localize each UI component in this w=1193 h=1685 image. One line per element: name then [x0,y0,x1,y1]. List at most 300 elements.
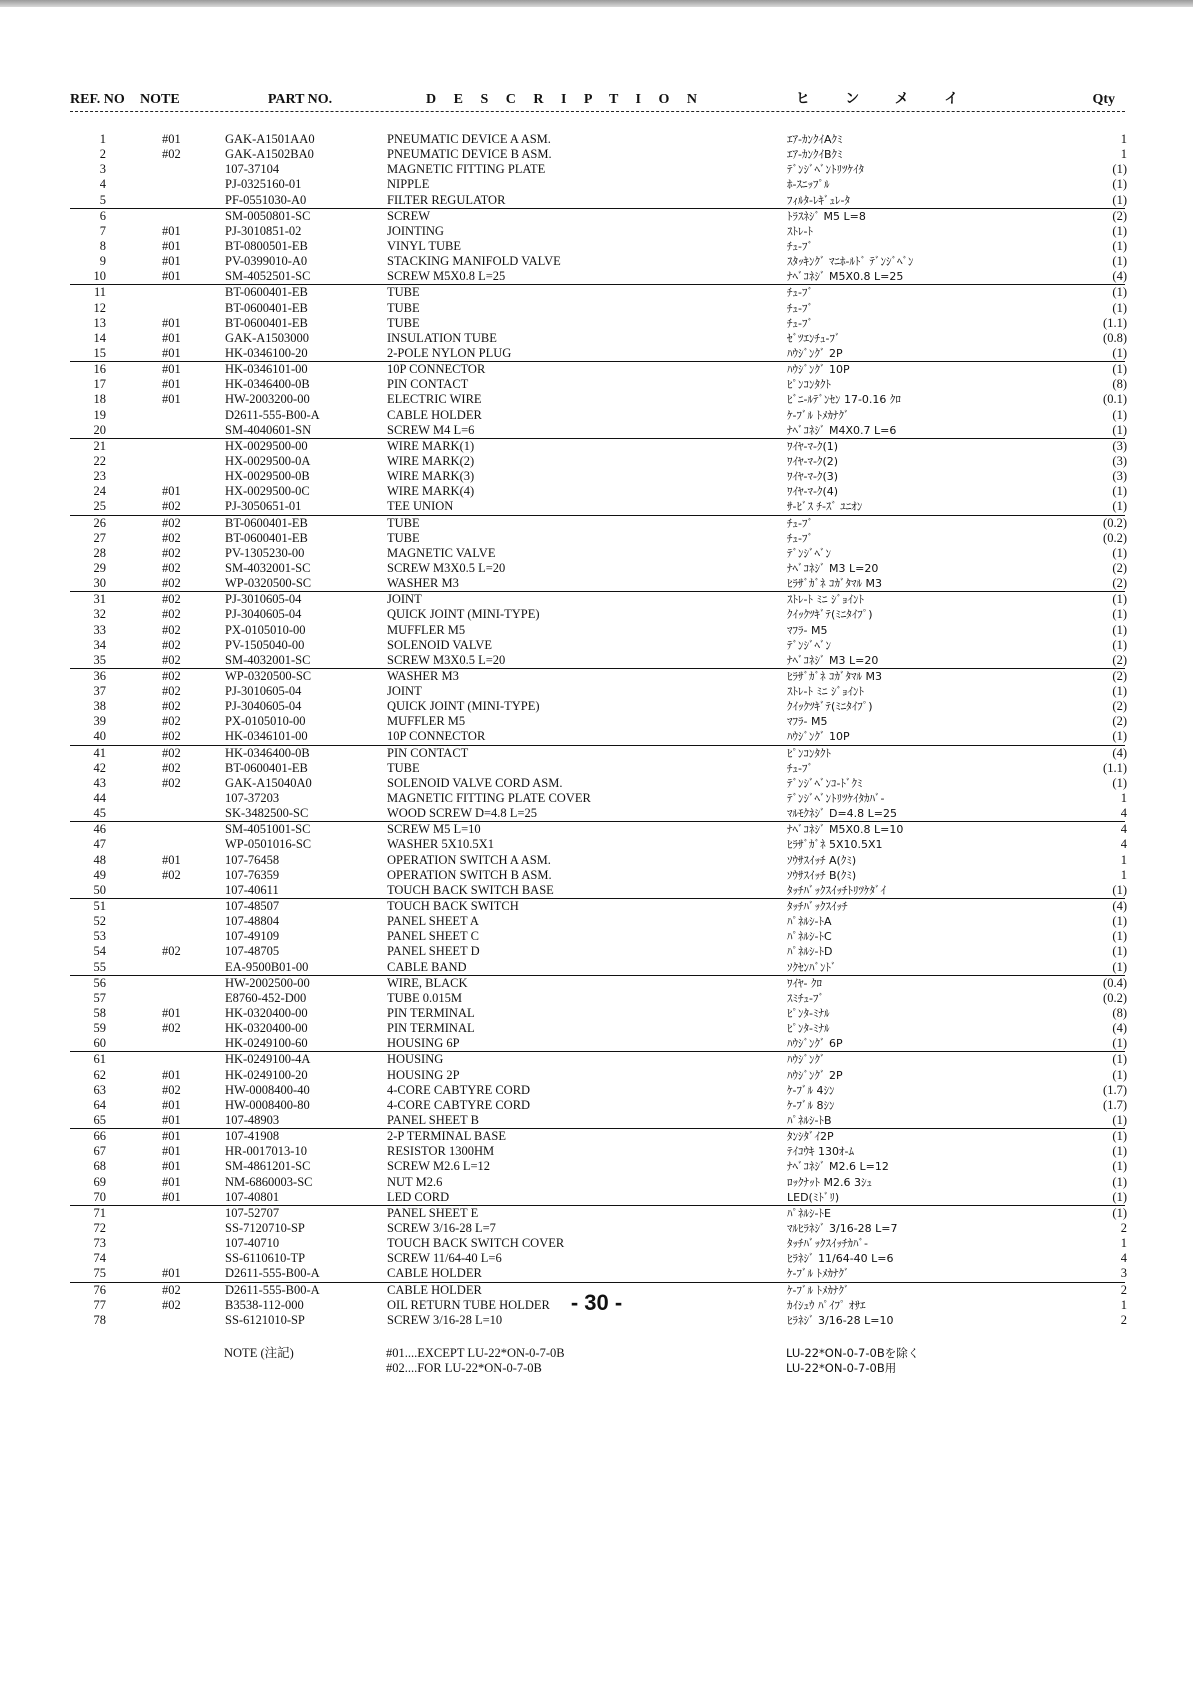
parts-table-body [70,132,1125,1328]
table-row [70,1205,1125,1221]
table-row [70,284,1125,300]
table-row [70,821,1125,837]
table-row [70,1051,1125,1067]
part-number-cell: HX-0029500-00 [225,438,308,453]
qty-cell: (1.1) [1103,760,1127,775]
note-cell: #01 [162,1144,181,1159]
note-cell [106,837,225,852]
part-number-cell: 107-48804 [225,914,280,929]
note-cell [106,193,225,208]
ref-cell: 65 [93,1113,106,1127]
part-number-cell: BT-0600401-EB [225,515,308,530]
ref-cell: 77 [93,1297,106,1312]
table-row [70,761,1125,776]
ref-cell: 27 [93,530,106,545]
description-cell: SCREW 3/16-28 L=7 [387,1220,496,1235]
description-cell: QUICK JOINT (MINI-TYPE) [387,699,540,714]
table-row [70,853,1125,868]
ref-cell: 62 [93,1067,106,1082]
description-cell: MAGNETIC FITTING PLATE [387,162,546,177]
description-cell: WIRE MARK(1) [387,438,475,453]
table-row [70,1083,1125,1098]
note-cell: #02 [162,684,181,699]
qty-cell: (4) [1112,745,1127,760]
qty-cell: 2 [1120,1312,1127,1327]
qty-cell: 1 [1120,147,1127,162]
table-row [70,991,1125,1006]
description-cell: LED CORD [387,1189,450,1204]
kana-name-cell: ﾊﾟﾈﾙｼ-ﾄB [787,1114,832,1127]
ref-cell: 67 [93,1144,106,1159]
kana-name-cell: ﾅﾍﾞｺﾈｼﾞ M3 L=20 [787,561,879,575]
kana-name-cell: ﾄﾗｽﾈｼﾞ M5 L=8 [787,209,866,223]
table-row [70,438,1125,454]
qty-cell: (1.7) [1103,1082,1127,1097]
ref-cell: 54 [93,944,106,959]
description-cell: PNEUMATIC DEVICE B ASM. [387,147,552,162]
qty-cell: (2) [1112,560,1127,575]
note-cell: #01 [162,484,181,499]
ref-cell: 33 [93,622,106,637]
note-cell [106,1221,225,1236]
note-cell: #02 [162,745,181,760]
part-number-cell: 107-49109 [225,929,280,944]
kana-name-cell: ﾅﾍﾞｺﾈｼﾞ M2.6 L=12 [787,1160,889,1174]
ref-cell: 8 [99,238,106,253]
qty-cell: (2) [1112,576,1127,591]
note-line-2-jp: LU-22*ON-0-7-0B用 [786,1360,897,1375]
note-cell [106,408,225,423]
part-number-cell: 107-40801 [225,1189,280,1204]
ref-cell: 4 [99,177,106,192]
ref-cell: 76 [93,1282,106,1297]
note-cell [106,1036,225,1051]
qty-cell: (3) [1112,453,1127,468]
ref-cell: 22 [93,453,106,468]
kana-name-cell: ﾊﾟﾈﾙｼ-ﾄD [787,945,833,959]
note-cell [106,177,225,192]
note-cell: #02 [162,622,181,637]
note-line-2: #02....FOR LU-22*ON-0-7-0B [386,1360,542,1375]
kana-name-cell: ｴｱ-ｶﾝｸｲBｸﾐ [787,148,843,162]
kana-name-cell: ｶｲｼｭｳ ﾊﾟｲﾌﾟ ｵｻｴ [787,1298,866,1312]
description-cell: FILTER REGULATOR [387,192,506,207]
kana-name-cell: ｹ-ﾌﾞﾙ ﾄﾒｶﾅｸﾞ [787,408,850,422]
note-cell: #02 [162,545,181,560]
kana-name-cell: ﾅﾍﾞｺﾈｼﾞ M3 L=20 [787,653,879,667]
kana-name-cell: ﾋﾗﾈｼﾞ 11/64-40 L=6 [787,1252,894,1266]
table-row [70,699,1125,714]
description-cell: WIRE MARK(2) [387,453,475,468]
notes-japanese [786,1346,1086,1376]
ref-cell: 43 [93,775,106,790]
qty-cell: (1) [1112,407,1127,422]
table-row [70,1036,1125,1051]
ref-cell: 17 [93,377,106,392]
part-number-cell: HW-2003200-00 [225,392,310,407]
part-number-cell: BT-0800501-EB [225,238,308,253]
description-cell: OIL RETURN TUBE HOLDER [387,1297,550,1312]
qty-cell: (1) [1112,944,1127,959]
kana-name-cell: ﾋﾗｻﾞｶﾞﾈ ｺｶﾞﾀﾏﾙ M3 [787,669,882,683]
qty-cell: 1 [1120,1236,1127,1251]
kana-name-cell: ｹ-ﾌﾞﾙ ﾄﾒｶﾅｸﾞ [787,1267,850,1281]
note-cell [106,423,225,438]
description-cell: SCREW M5X0.8 L=25 [387,269,506,284]
ref-cell: 73 [93,1236,106,1251]
table-row [70,684,1125,699]
part-number-cell: PJ-3010851-02 [225,223,302,238]
header-description: D E S C R I P T I O N [426,92,704,107]
qty-cell: (1) [1112,622,1127,637]
description-cell: OPERATION SWITCH B ASM. [387,867,552,882]
table-row [70,791,1125,806]
qty-cell: (2) [1112,668,1127,683]
qty-cell: (2) [1112,714,1127,729]
ref-cell: 61 [93,1052,106,1067]
table-row [70,301,1125,316]
note-cell: #01 [162,377,181,392]
ref-cell: 12 [93,300,106,315]
table-row [70,776,1125,791]
table-row [70,1006,1125,1021]
ref-cell: 20 [93,422,106,437]
part-number-cell: HX-0029500-0C [225,484,310,499]
ref-cell: 25 [93,499,106,514]
qty-cell: (1) [1112,162,1127,177]
part-number-cell: HK-0346100-20 [225,345,308,360]
ref-cell: 24 [93,484,106,499]
qty-cell: (1.7) [1103,1097,1127,1112]
ref-cell: 18 [93,392,106,407]
description-cell: ELECTRIC WIRE [387,392,482,407]
table-row [70,377,1125,392]
description-cell: OPERATION SWITCH A ASM. [387,852,551,867]
kana-name-cell: ﾜｲﾔ-ﾏ-ｸ(2) [787,454,839,468]
note-cell: #02 [162,1082,181,1097]
ref-cell: 69 [93,1174,106,1189]
qty-cell: (1) [1112,607,1127,622]
kana-name-cell: ｿｳｻｽｲｯﾁ A(ｸﾐ) [787,853,857,867]
note-cell [106,960,225,975]
table-row [70,1251,1125,1266]
part-number-cell: 107-40611 [225,882,279,897]
part-number-cell: HX-0029500-0B [225,469,310,484]
note-cell: #02 [162,1021,181,1036]
ref-cell: 74 [93,1251,106,1266]
part-number-cell: 107-76359 [225,867,280,882]
ref-cell: 16 [93,362,106,377]
kana-name-cell: ﾃﾞﾝｼﾞﾍﾞﾝ [787,546,831,560]
qty-cell: (1) [1112,914,1127,929]
note-cell [106,976,225,991]
table-row [70,837,1125,852]
kana-name-cell: ﾏﾙﾓｸﾈｼﾞ D=4.8 L=25 [787,807,898,821]
table-row [70,484,1125,499]
qty-cell: 2 [1120,1282,1127,1297]
qty-cell: (4) [1112,269,1127,284]
part-number-cell: HW-2002500-00 [225,975,310,990]
ref-cell: 11 [93,285,106,300]
qty-cell: (1) [1112,192,1127,207]
description-cell: TUBE [387,315,420,330]
note-cell: #02 [162,867,181,882]
kana-name-cell: ｾﾞﾂｴﾝﾁｭ-ﾌﾞ [787,331,841,345]
kana-name-cell: ﾃﾞﾝｼﾞﾍﾞﾝﾄﾘﾂｹｲﾀｶﾊﾞ- [787,792,885,806]
part-number-cell: HW-0008400-40 [225,1082,310,1097]
part-number-cell: HW-0008400-80 [225,1097,310,1112]
table-row [70,331,1125,346]
kana-name-cell: ｽﾄﾚ-ﾄ ﾐﾆ ｼﾞｮｲﾝﾄ [787,685,864,699]
kana-name-cell: ﾀｯﾁﾊﾞｯｸｽｲｯﾁｶﾊﾞ- [787,1237,868,1251]
table-row [70,729,1125,744]
part-number-cell: WP-0501016-SC [225,837,312,852]
part-number-cell: PJ-3040605-04 [225,607,302,622]
qty-cell: (1) [1112,684,1127,699]
note-cell: #02 [162,714,181,729]
table-row [70,1098,1125,1113]
kana-name-cell: ｿｸｾﾝﾊﾞﾝﾄﾞ [787,960,837,974]
kana-name-cell: ｽﾀｯｷﾝｸﾞ ﾏﾆﾎ-ﾙﾄﾞ ﾃﾞﾝｼﾞﾍﾞﾝ [787,255,914,269]
note-cell: #01 [162,362,181,377]
description-cell: NUT M2.6 [387,1174,443,1189]
kana-name-cell: ﾊｳｼﾞﾝｸﾞ [787,1053,826,1067]
kana-name-cell: ﾊﾟﾈﾙｼ-ﾄE [787,1206,831,1220]
kana-name-cell: ﾁｭ-ﾌﾞ [787,286,813,300]
qty-cell: (1) [1112,1174,1127,1189]
description-cell: 4-CORE CABTYRE CORD [387,1097,531,1112]
ref-cell: 28 [93,545,106,560]
kana-name-cell: ｸｲｯｸﾂｷﾞﾃ(ﾐﾆﾀｲﾌﾟ) [787,608,873,622]
ref-cell: 3 [99,162,106,177]
note-line-1: #01....EXCEPT LU-22*ON-0-7-0B [386,1345,565,1360]
note-cell [106,301,225,316]
note-cell [106,454,225,469]
description-cell: 10P CONNECTOR [387,729,486,744]
kana-name-cell: ﾊﾟﾈﾙｼ-ﾄA [787,915,832,929]
parts-list-page [70,88,1125,1376]
qty-cell: (1.1) [1103,315,1127,330]
qty-cell: (1) [1112,1036,1127,1051]
ref-cell: 58 [93,1006,106,1021]
description-cell: WIRE MARK(3) [387,469,475,484]
table-row [70,929,1125,944]
description-cell: PANEL SHEET A [387,914,479,929]
table-row [70,1021,1125,1036]
qty-cell: 2 [1120,1220,1127,1235]
description-cell: SCREW M5 L=10 [387,822,481,837]
kana-name-cell: ﾊｳｼﾞﾝｸﾞ 2P [787,346,843,360]
description-cell: WASHER M3 [387,668,459,683]
description-cell: HOUSING 2P [387,1067,460,1082]
part-number-cell: GAK-A15040A0 [225,775,312,790]
note-cell [106,791,225,806]
part-number-cell: SM-4052501-SC [225,269,311,284]
description-cell: SCREW M3X0.5 L=20 [387,652,506,667]
description-cell: SCREW [387,208,431,223]
kana-name-cell: ﾊｳｼﾞﾝｸﾞ 10P [787,363,850,377]
description-cell: MAGNETIC FITTING PLATE COVER [387,791,591,806]
qty-cell: (0.2) [1103,990,1127,1005]
kana-name-cell: ﾊｳｼﾞﾝｸﾞ 2P [787,1068,843,1082]
page-number: - 30 - [570,1290,623,1315]
description-cell: PNEUMATIC DEVICE A ASM. [387,132,551,146]
note-cell: #02 [162,147,181,162]
ref-cell: 38 [93,699,106,714]
part-number-cell: 107-41908 [225,1129,280,1144]
qty-cell: (2) [1112,699,1127,714]
qty-cell: 3 [1120,1266,1127,1281]
ref-cell: 75 [93,1266,106,1281]
notes-english [386,1346,786,1376]
kana-name-cell: ﾎ-ｽﾆｯﾌﾟﾙ [787,178,830,192]
table-row [70,346,1125,361]
note-cell [106,285,225,300]
part-number-cell: HK-0320400-00 [225,1021,308,1036]
note-cell: #01 [162,315,181,330]
kana-name-cell: ﾃﾞﾝｼﾞﾍﾞﾝｺ-ﾄﾞｸﾐ [787,776,863,790]
description-cell: RESISTOR 1300HM [387,1144,495,1159]
notes-title: NOTE (注記) [224,1345,294,1360]
qty-cell: 4 [1120,822,1127,837]
qty-cell: (2) [1112,208,1127,223]
part-number-cell: PJ-3010605-04 [225,684,302,699]
qty-cell: (1) [1112,223,1127,238]
kana-name-cell: ﾅﾍﾞｺﾈｼﾞ M5X0.8 L=25 [787,270,904,284]
part-number-cell: SM-0050801-SC [225,208,311,223]
ref-cell: 44 [93,791,106,806]
ref-cell: 46 [93,822,106,837]
table-row [70,1236,1125,1251]
note-cell [106,899,225,914]
description-cell: CABLE HOLDER [387,1266,482,1281]
qty-cell: (1) [1112,238,1127,253]
qty-cell: 4 [1120,806,1127,821]
qty-cell: (2) [1112,652,1127,667]
description-cell: JOINTING [387,223,444,238]
ref-cell: 23 [93,469,106,484]
description-cell: PIN TERMINAL [387,1006,475,1021]
table-row [70,208,1125,224]
qty-cell: (1) [1112,484,1127,499]
header-note: NOTE [140,92,180,107]
part-number-cell: 107-37104 [225,162,280,177]
note-cell: #01 [162,1129,181,1144]
table-row [70,1175,1125,1190]
description-cell: SOLENOID VALVE CORD ASM. [387,775,563,790]
kana-name-cell: ﾁｭ-ﾌﾞ [787,761,813,775]
note-cell [106,822,225,837]
qty-cell: (0.1) [1103,392,1127,407]
note-cell [106,162,225,177]
description-cell: QUICK JOINT (MINI-TYPE) [387,607,540,622]
part-number-cell: E8760-452-D00 [225,990,307,1005]
description-cell: PANEL SHEET B [387,1113,479,1127]
table-row [70,1266,1125,1281]
ref-cell: 9 [99,254,106,269]
qty-cell: (1) [1112,300,1127,315]
ref-cell: 68 [93,1159,106,1174]
description-cell: TUBE 0.015M [387,990,462,1005]
ref-cell: 45 [93,806,106,821]
note-cell: #01 [162,330,181,345]
note-cell: #01 [162,238,181,253]
part-number-cell: GAK-A1503000 [225,330,310,345]
part-number-cell: BT-0600401-EB [225,530,308,545]
part-number-cell: WP-0320500-SC [225,668,312,683]
kana-name-cell: ﾅﾍﾞｺﾈｼﾞ M5X0.8 L=10 [787,823,904,837]
qty-cell: 1 [1120,132,1127,146]
ref-cell: 47 [93,837,106,852]
note-cell: #02 [162,560,181,575]
table-row [70,898,1125,914]
qty-cell: (1) [1112,729,1127,744]
table-row [70,591,1125,607]
part-number-cell: SM-4032001-SC [225,652,311,667]
description-cell: MAGNETIC VALVE [387,545,496,560]
table-row [70,960,1125,975]
ref-cell: 60 [93,1036,106,1051]
note-cell: #02 [162,576,181,591]
kana-name-cell: ﾋﾟﾝﾀ-ﾐﾅﾙ [787,1007,830,1021]
part-number-cell: SS-6121010-SP [225,1312,305,1327]
ref-cell: 64 [93,1097,106,1112]
table-row [70,408,1125,423]
kana-name-cell: ｴｱ-ｶﾝｸｲAｸﾐ [787,133,843,146]
qty-cell: (1) [1112,929,1127,944]
table-row [70,623,1125,638]
part-number-cell: BT-0600401-EB [225,300,308,315]
ref-cell: 55 [93,959,106,974]
note-cell [106,1052,225,1067]
description-cell: NIPPLE [387,177,430,192]
ref-cell: 6 [99,208,106,223]
description-cell: PIN CONTACT [387,377,469,392]
qty-cell: (1) [1112,499,1127,514]
part-number-cell: PJ-0325160-01 [225,177,302,192]
table-row [70,132,1125,147]
table-row [70,546,1125,561]
description-cell: JOINT [387,592,422,607]
part-number-cell: D2611-555-B00-A [225,407,320,422]
ref-cell: 36 [93,668,106,683]
kana-name-cell: ﾏﾌﾗ- M5 [787,623,828,637]
kana-name-cell: ﾜｲﾔ-ﾏ-ｸ(1) [787,439,839,453]
table-row [70,469,1125,484]
kana-name-cell: ﾃﾞﾝｼﾞﾍﾞﾝ [787,638,831,652]
qty-cell: (1) [1112,345,1127,360]
part-number-cell: 107-48903 [225,1113,280,1127]
part-number-cell: NM-6860003-SC [225,1174,313,1189]
ref-cell: 70 [93,1189,106,1204]
table-row [70,499,1125,514]
ref-cell: 42 [93,760,106,775]
description-cell: MUFFLER M5 [387,622,466,637]
note-cell: #02 [162,760,181,775]
header-ref-no: REF. NO [70,92,125,107]
note-cell: #02 [162,729,181,744]
table-row [70,1128,1125,1144]
table-header [70,88,1125,112]
part-number-cell: EA-9500B01-00 [225,959,309,974]
ref-cell: 59 [93,1021,106,1036]
note-cell: #01 [162,1006,181,1021]
part-number-cell: SM-4861201-SC [225,1159,311,1174]
ref-cell: 29 [93,560,106,575]
description-cell: WIRE MARK(4) [387,484,475,499]
note-cell: #01 [162,1189,181,1204]
description-cell: WOOD SCREW D=4.8 L=25 [387,806,537,821]
